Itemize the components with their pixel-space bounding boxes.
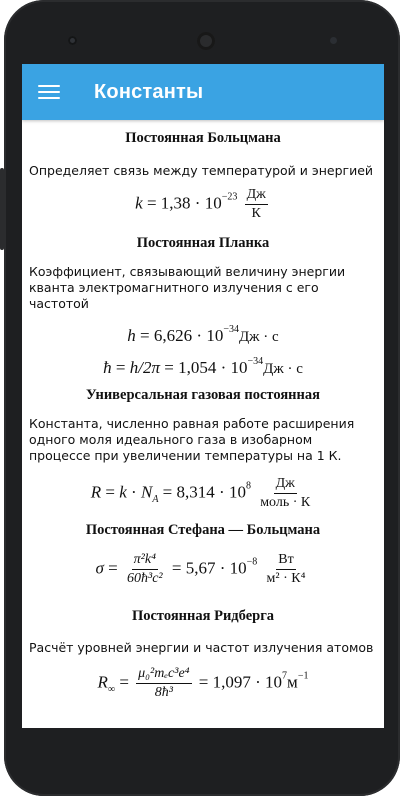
volume-button [0,178,4,250]
section-desc-planck: Коэффициент, связывающий величину энергии кванта электромагнитного излучения с его частотой [29,264,346,311]
section-title-planck: Постоянная Планка [136,235,270,251]
formula-gas-constant: $R = k \cdot N_A = 8,314 \cdot 10^8$ $\frac{Дж}{\text{моль · К}}$ [90,476,311,510]
section-desc-gas-constant: Константа, численно равная работе расширения одного моля идеального газа в изобарном процессе при увеличении температуры на 1 К. [29,416,355,463]
section-title-gas-constant: Универсальная газовая постоянная [86,387,320,403]
formula-rydberg: $R_\infty$ = $\frac{\text{μ₀²mₑc³e⁴}}{\text{8ħ³}}$ = $1,097 \cdot 10^7м^{-1}$ [97,666,309,700]
section-title-rydberg: Постоянная Ридберга [131,608,275,624]
app-bar [22,64,384,120]
formula-stefan-boltzmann: σ = $\frac{\text{π²k⁴}}{\text{60ħ³c²}}$ = $5,67 \cdot 10^{-8}$ $\frac{Вт}{\text{м² · К⁴}}$ [95,552,306,586]
section-desc-boltzmann: Определяет связь между температурой и энергией [29,163,374,178]
section-title-stefan-boltzmann: Постоянная Стефана — Больцмана [85,522,321,538]
hamburger-menu-icon[interactable] [38,84,60,100]
formula-boltzmann: $k = 1,38 \cdot 10^{-23}$ $\frac{Дж}{К}$ [135,187,266,221]
front-camera-icon [68,36,77,45]
app-screen [22,64,384,728]
section-desc-rydberg: Расчёт уровней энергии и частот излучения атомов [29,640,374,655]
earpiece-speaker [197,32,215,50]
formula-planck-hbar: ħ = $h/2\pi = 1,054 \cdot 10^{-34}Дж \cdot с$ [103,356,303,377]
proximity-sensor [330,37,337,44]
constants-list [22,120,384,712]
app-title: Константы [94,80,204,103]
formula-planck-h: $h = 6,626 \cdot 10^{-34}Дж \cdot с$ [127,324,279,345]
section-title-boltzmann: Постоянная Больцмана [125,130,281,146]
